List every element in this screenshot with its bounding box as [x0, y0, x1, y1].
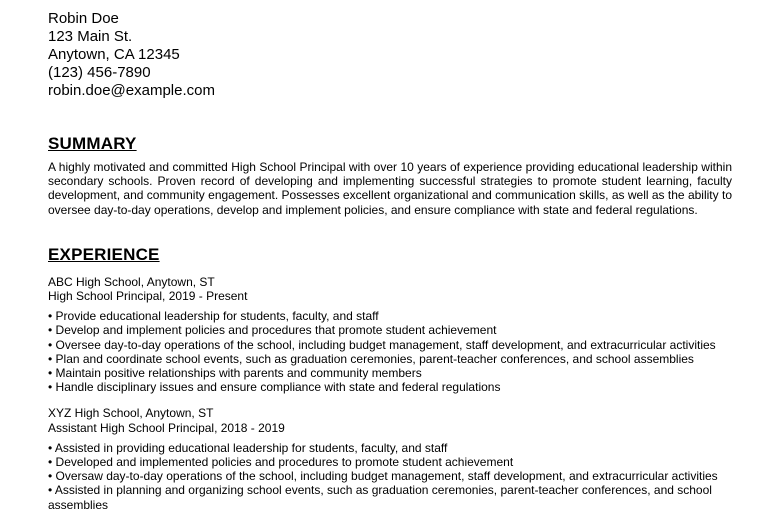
list-item: • Handle disciplinary issues and ensure compliance with state and federal regulations: [48, 380, 501, 395]
contact-city-state-zip: Anytown, CA 12345: [48, 46, 180, 63]
list-item: • Plan and coordinate school events, such as graduation ceremonies, parent-teacher conferences, and school assemblies: [48, 351, 694, 366]
experience-heading: EXPERIENCE: [48, 244, 160, 264]
list-item: • Assisted in planning and organizing school events, such as graduation ceremonies, parent-teacher conferences, and school assemblies: [48, 483, 712, 512]
contact-phone: (123) 456-7890: [48, 64, 151, 81]
responsibility-list: [48, 309, 732, 394]
list-item: • Developed and implemented policies and procedures to promote student achievement: [48, 455, 514, 470]
contact-email: robin.doe@example.com: [48, 82, 215, 99]
experience-section: [48, 245, 732, 512]
experience-entry: [48, 275, 732, 395]
list-item: • Maintain positive relationships with parents and community members: [48, 366, 422, 381]
job-title-line: Assistant High School Principal, 2018 - 2019: [48, 420, 285, 435]
summary-section: [48, 134, 732, 217]
list-item: • Develop and implement policies and procedures that promote student achievement: [48, 323, 497, 338]
job-title-line: High School Principal, 2019 - Present: [48, 289, 248, 304]
summary-paragraph: A highly motivated and committed High School Principal with over 10 years of experience providing educational leadership within secondary schools. Proven record of developing and implementing successful strategies to promote student learning, faculty development, and community engagement. Possesses excellent organizational and communication skills, as well as the ability to oversee day-to-day operations, develop and implement policies, and ensure compliance with state and federal regulations.: [48, 160, 732, 217]
contact-street: 123 Main St.: [48, 28, 133, 45]
experience-entry: [48, 406, 732, 511]
candidate-name: Robin Doe: [48, 10, 119, 27]
contact-block: [48, 10, 732, 100]
list-item: • Oversaw day-to-day operations of the school, including budget management, staff development, and extracurricular activities: [48, 469, 718, 484]
list-item: • Assisted in providing educational leadership for students, faculty, and staff: [48, 440, 448, 455]
responsibility-list: [48, 441, 732, 512]
employer-line: ABC High School, Anytown, ST: [48, 274, 215, 289]
employer-line: XYZ High School, Anytown, ST: [48, 406, 214, 421]
summary-heading: SUMMARY: [48, 134, 137, 153]
list-item: • Provide educational leadership for students, faculty, and staff: [48, 309, 379, 324]
list-item: • Oversee day-to-day operations of the school, including budget management, staff development, and extracurricular activities: [48, 337, 716, 352]
